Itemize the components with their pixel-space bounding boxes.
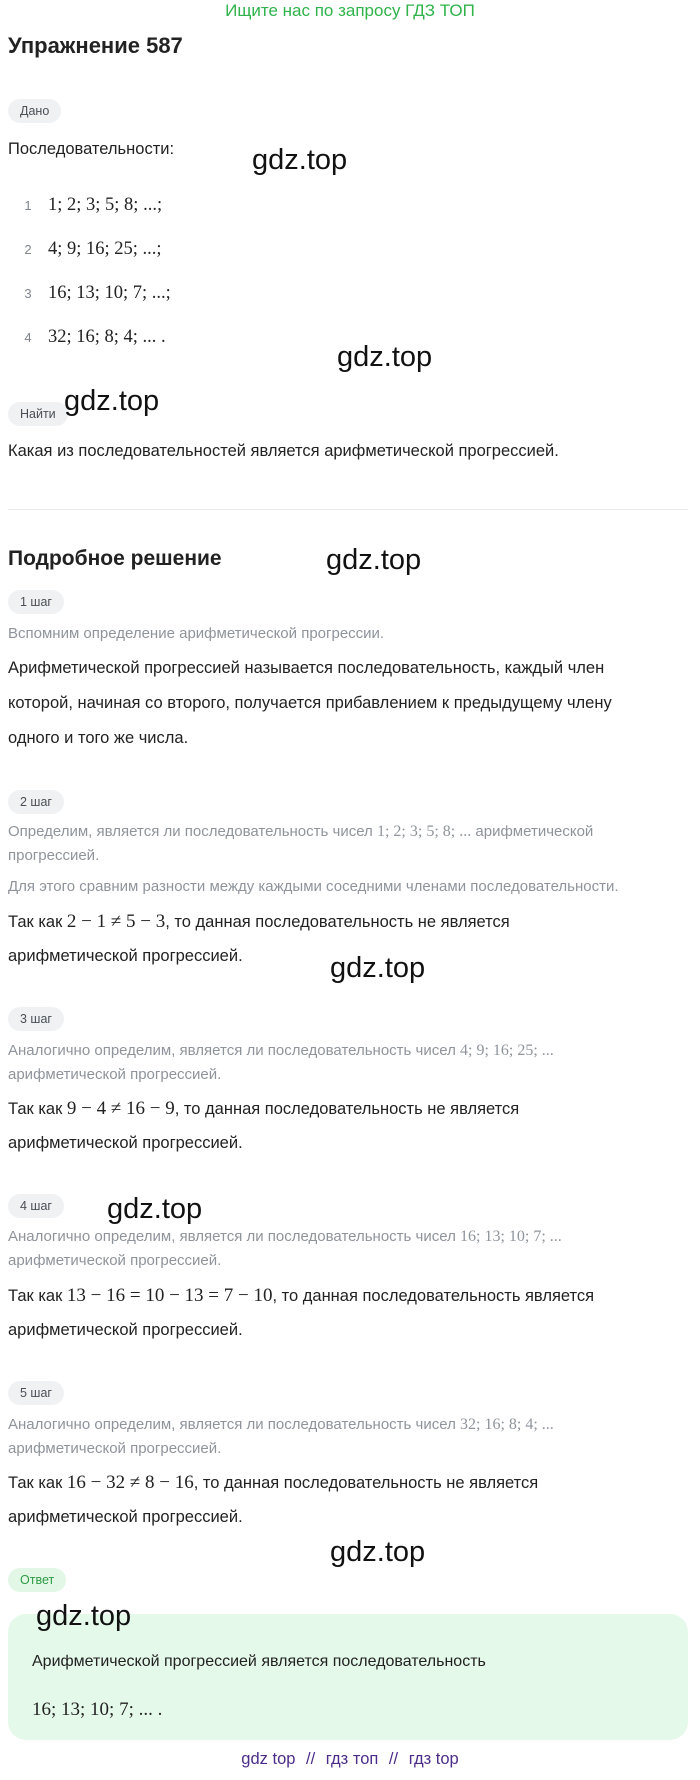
- step-text: , то данная последовательность не является: [193, 1474, 539, 1492]
- step-text-line: которой, начиная со второго, получается прибавлением к предыдущему члену: [8, 694, 612, 712]
- step-text-line: [8, 1278, 594, 1314]
- step-text: , то данная последовательность не является: [165, 913, 510, 931]
- footer: [0, 1748, 700, 1770]
- step-2: [8, 790, 64, 814]
- step-note-text: Аналогично определим, является ли последовательность чисел: [8, 1228, 456, 1245]
- given-intro: Последовательности:: [8, 140, 175, 158]
- step-math: 16 − 32 ≠ 8 − 16: [66, 1472, 194, 1493]
- step-note: [8, 820, 593, 844]
- list-item-number: 3: [24, 285, 32, 301]
- find-pill: Найти: [8, 402, 68, 426]
- footer-link-gdz-top-ru[interactable]: гдз топ: [325, 1750, 379, 1768]
- list-item-value: 1; 2; 3; 5; 8; ...;: [48, 194, 163, 215]
- list-item-value: 4; 9; 16; 25; ...;: [48, 238, 162, 259]
- step-3: [8, 1007, 64, 1031]
- step-note-text: Определим, является ли последовательность чисел: [8, 823, 373, 840]
- top-banner[interactable]: Ищите нас по запросу ГДЗ ТОП: [225, 1, 475, 20]
- answer-math: 16; 13; 10; 7; ... .: [32, 1699, 163, 1720]
- step-text: Так как: [8, 1474, 63, 1492]
- step-math: 2 − 1 ≠ 5 − 3: [66, 911, 166, 932]
- step-5: [8, 1381, 64, 1405]
- step-text-line: одного и того же числа.: [8, 729, 189, 747]
- list-item: [8, 271, 408, 315]
- step-note: прогрессией.: [8, 847, 100, 864]
- watermark: gdz.top: [326, 544, 422, 576]
- step-note: [8, 1039, 554, 1063]
- step-text-line: [8, 1091, 519, 1127]
- step-pill: 4 шаг: [8, 1194, 64, 1218]
- watermark: gdz.top: [36, 1600, 132, 1632]
- step-math: 13 − 16 = 10 − 13 = 7 − 10: [66, 1285, 273, 1306]
- step-note-text: Аналогично определим, является ли последовательность чисел: [8, 1416, 456, 1433]
- page-title: Упражнение 587: [8, 33, 183, 58]
- step-text: Так как: [8, 1100, 63, 1118]
- step-note: [8, 1225, 562, 1249]
- step-pill: 3 шаг: [8, 1007, 64, 1031]
- step-text: Так как: [8, 1287, 63, 1305]
- step-note-math: 4; 9; 16; 25; ...: [460, 1042, 554, 1059]
- list-item: [8, 183, 408, 227]
- step-text: Так как: [8, 913, 63, 931]
- step-math: 9 − 4 ≠ 16 − 9: [66, 1098, 175, 1119]
- step-pill: 1 шаг: [8, 590, 64, 614]
- list-item: [8, 227, 408, 271]
- step-pill: 2 шаг: [8, 790, 64, 814]
- divider: [8, 509, 688, 510]
- step-text: , то данная последовательность не является: [174, 1100, 520, 1118]
- list-item-value: 32; 16; 8; 4; ... .: [48, 326, 166, 347]
- footer-separator: //: [388, 1750, 399, 1768]
- watermark: gdz.top: [107, 1193, 203, 1225]
- step-note: Вспомним определение арифметической прогрессии.: [8, 625, 385, 642]
- watermark: gdz.top: [330, 1536, 426, 1568]
- watermark: gdz.top: [330, 952, 426, 984]
- step-note: арифметической прогрессией.: [8, 1066, 222, 1083]
- footer-link-gdz-top-mixed[interactable]: гдз top: [408, 1750, 459, 1768]
- step-text-line: Арифметической прогрессией называется последовательность, каждый член: [8, 659, 605, 677]
- step-text-line: арифметической прогрессией.: [8, 947, 243, 965]
- list-item-number: 1: [24, 197, 32, 213]
- step-note: [8, 1413, 554, 1437]
- step-4: [8, 1194, 64, 1218]
- step-note-text: арифметической: [475, 823, 594, 840]
- step-text-line: [8, 904, 510, 940]
- find-text: Какая из последовательностей является арифметической прогрессией.: [8, 442, 559, 460]
- answer-pill: Ответ: [8, 1568, 66, 1592]
- footer-link-gdz-top[interactable]: gdz top: [241, 1750, 296, 1768]
- step-note-math: 16; 13; 10; 7; ...: [460, 1228, 562, 1245]
- step-text-line: [8, 1465, 538, 1501]
- step-text-line: арифметической прогрессией.: [8, 1508, 243, 1526]
- list-item-number: 4: [24, 329, 32, 345]
- section-title: Подробное решение: [8, 547, 222, 570]
- step-note: арифметической прогрессией.: [8, 1252, 222, 1269]
- footer-separator: //: [306, 1750, 316, 1768]
- step-text-line: арифметической прогрессией.: [8, 1134, 243, 1152]
- given-section: [8, 99, 61, 123]
- answer-text: Арифметической прогрессией является последовательность: [32, 1653, 486, 1670]
- find-section: [8, 402, 68, 426]
- list-item-number: 2: [24, 241, 32, 257]
- step-note-math: 1; 2; 3; 5; 8; ...: [376, 823, 472, 840]
- watermark: gdz.top: [252, 144, 348, 176]
- step-text-line: арифметической прогрессией.: [8, 1321, 243, 1339]
- watermark: gdz.top: [337, 341, 433, 373]
- step-note: Для этого сравним разности между каждыми соседними членами последовательности.: [8, 878, 619, 895]
- step-1: [8, 590, 64, 614]
- step-note-text: Аналогично определим, является ли последовательность чисел: [8, 1042, 456, 1059]
- step-pill: 5 шаг: [8, 1381, 64, 1405]
- answer-section: [8, 1568, 66, 1592]
- step-text: , то данная последовательность является: [272, 1287, 595, 1305]
- given-pill: Дано: [8, 99, 61, 123]
- step-note: арифметической прогрессией.: [8, 1440, 222, 1457]
- watermark: gdz.top: [64, 385, 160, 417]
- list-item-value: 16; 13; 10; 7; ...;: [48, 282, 171, 303]
- step-note-math: 32; 16; 8; 4; ...: [460, 1416, 554, 1433]
